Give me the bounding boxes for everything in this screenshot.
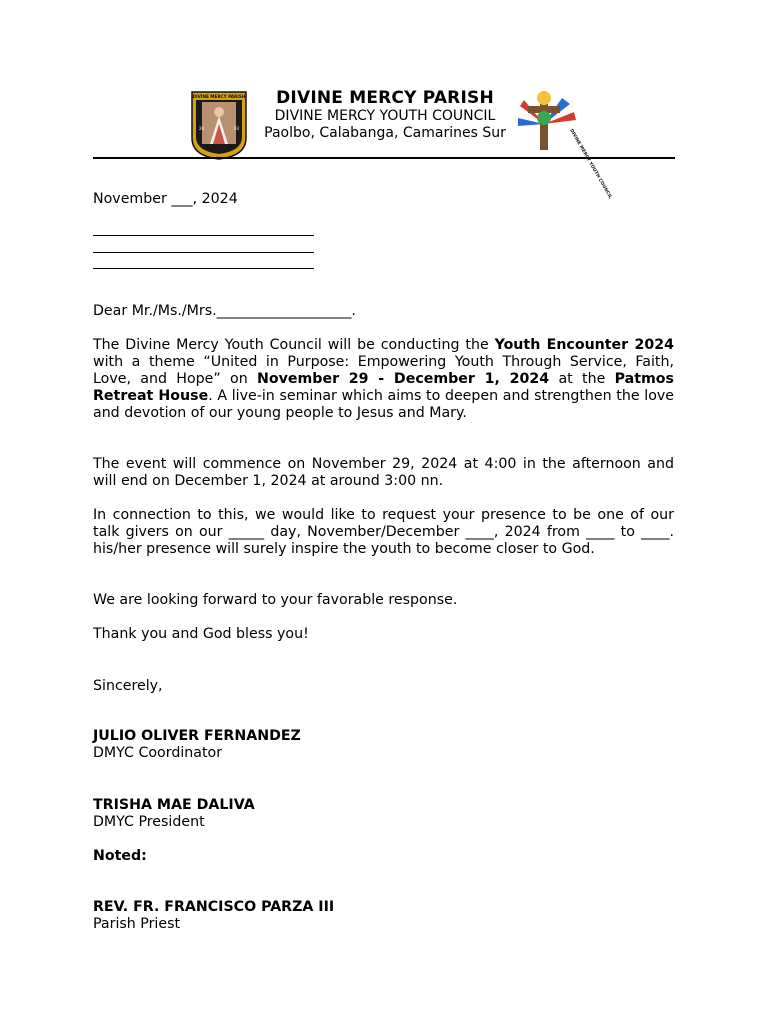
youth-council-logo <box>512 86 613 200</box>
signatory-name: JULIO OLIVER FERNANDEZ <box>93 728 301 744</box>
parish-address: Paolbo, Calabanga, Camarines Sur <box>264 125 506 141</box>
svg-text:DIVINE MERCY YOUTH COUNCIL: DIVINE MERCY YOUTH COUNCIL <box>568 128 613 200</box>
salutation: Dear Mr./Ms./Mrs.___________________. <box>93 303 356 319</box>
event-name: Youth Encounter 2024 <box>494 337 674 353</box>
paragraph-thanks: Thank you and God bless you! <box>93 626 309 642</box>
signatory-title: DMYC President <box>93 814 205 830</box>
paragraph-response: We are looking forward to your favorable response. <box>93 592 458 608</box>
paragraph-request: In connection to this, we would like to request your presence to be one of our talk givers on our _____ day, November/December ____, 2024 from ____ to ____. his/her presence will surely inspire the youth to become closer to God. <box>93 507 674 557</box>
svg-text:03: 03 <box>234 126 240 131</box>
signatory-title: DMYC Coordinator <box>93 745 223 761</box>
recipient-blank-line <box>93 235 314 236</box>
noted-by-name: REV. FR. FRANCISCO PARZA III <box>93 899 335 915</box>
signatory-name: TRISHA MAE DALIVA <box>93 797 255 813</box>
paragraph-schedule: The event will commence on November 29, 2024 at 4:00 in the afternoon and will end on December 1, 2024 at around 3:00 nn. <box>93 456 674 489</box>
letterhead <box>240 88 530 142</box>
noted-by-title: Parish Priest <box>93 916 181 932</box>
date-line: November ___, 2024 <box>93 191 238 207</box>
closing: Sincerely, <box>93 678 163 694</box>
header-divider <box>93 157 675 159</box>
parish-name: DIVINE MERCY PARISH <box>276 88 494 108</box>
svg-text:20: 20 <box>199 126 205 131</box>
noted-label: Noted: <box>93 848 147 864</box>
svg-text:DIVINE MERCY PARISH: DIVINE MERCY PARISH <box>192 94 246 99</box>
paragraph-invitation: The Divine Mercy Youth Council will be conducting the Youth Encounter 2024 with a theme “United in Purpose: Empowering Youth Through Service, Faith, Love, and Hope” on November 29 - December 1, 2024 at the Patmos Retreat House. A live-in seminar which aims to deepen and strengthen the love and devotion of our young people to Jesus and Mary. <box>93 337 674 421</box>
event-dates: November 29 - December 1, 2024 <box>257 371 550 387</box>
event-venue: Patmos Retreat House <box>93 371 674 404</box>
recipient-blank-line <box>93 252 314 253</box>
recipient-blank-line <box>93 268 314 269</box>
council-name: DIVINE MERCY YOUTH COUNCIL <box>274 108 496 124</box>
